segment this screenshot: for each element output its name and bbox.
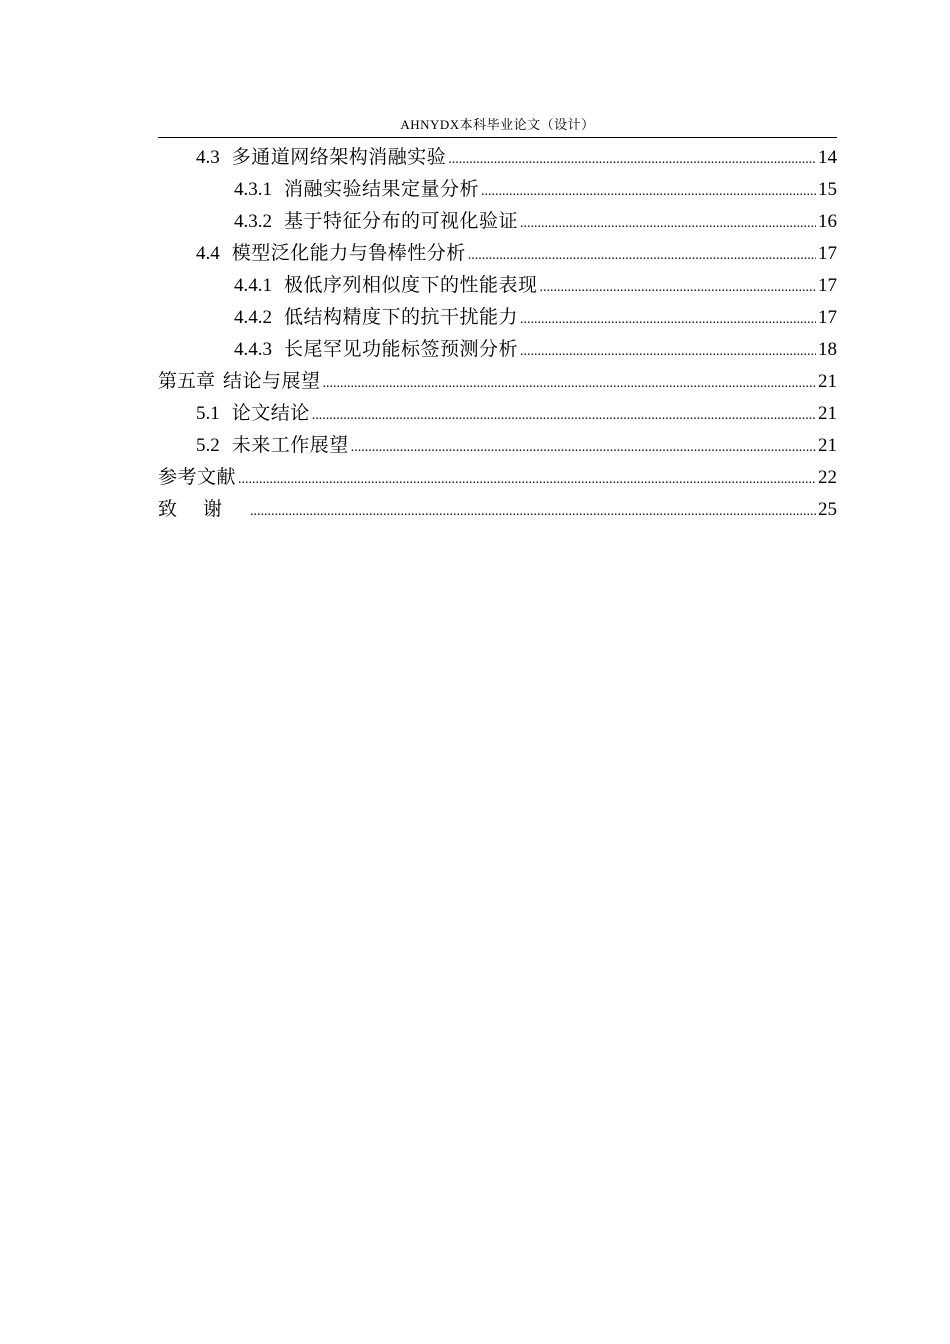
toc-entry-acknowledgements[interactable] (158, 494, 837, 526)
toc-entry-title: 参考文献 (158, 467, 237, 488)
toc-entry-number: 4.4.3 (234, 339, 272, 360)
toc-dot-leader (468, 240, 816, 272)
page-header (158, 116, 837, 134)
toc-dot-leader (351, 432, 816, 464)
toc-dot-leader (520, 336, 816, 368)
toc-entry-5-2[interactable] (158, 430, 837, 462)
toc-entry-number: 4.3 (196, 147, 220, 168)
toc-entry-4-3-2[interactable] (158, 206, 837, 238)
toc-dot-leader (250, 496, 816, 528)
toc-dot-leader (312, 400, 816, 432)
toc-page-number: 17 (818, 243, 837, 264)
toc-entry-4-3[interactable] (158, 142, 837, 174)
toc-dot-leader (481, 176, 816, 208)
toc-entry-title: 致谢 (158, 499, 249, 520)
toc-entry-4-4[interactable] (158, 238, 837, 270)
toc-dot-leader (520, 208, 816, 240)
toc-page-number: 14 (818, 147, 837, 168)
toc-dot-leader (238, 464, 816, 496)
toc-entry-references[interactable] (158, 462, 837, 494)
toc-page-number: 15 (818, 179, 837, 200)
toc-entry-title: 论文结论 (231, 403, 310, 424)
toc-entry-title: 极低序列相似度下的性能表现 (284, 275, 538, 296)
toc-page-number: 22 (818, 467, 837, 488)
header-rule (158, 137, 837, 138)
toc-entry-4-4-2[interactable] (158, 302, 837, 334)
toc-entry-5-1[interactable] (158, 398, 837, 430)
toc-page-number: 21 (818, 435, 837, 456)
toc-entry-number: 4.4 (196, 243, 220, 264)
toc-entry-4-4-1[interactable] (158, 270, 837, 302)
toc-entry-number: 5.1 (196, 403, 220, 424)
toc-entry-title: 模型泛化能力与鲁棒性分析 (231, 243, 466, 264)
toc-entry-number: 4.4.2 (234, 307, 272, 328)
toc-entry-4-4-3[interactable] (158, 334, 837, 366)
toc-dot-leader (448, 144, 816, 176)
toc-page-number: 21 (818, 371, 837, 392)
toc-entry-title: 长尾罕见功能标签预测分析 (284, 339, 519, 360)
toc-entry-number: 4.3.1 (234, 179, 272, 200)
toc-page-number: 16 (818, 211, 837, 232)
toc-page-number: 25 (818, 499, 837, 520)
toc-page-number: 21 (818, 403, 837, 424)
toc-entry-title: 未来工作展望 (231, 435, 349, 456)
toc-dot-leader (520, 304, 816, 336)
toc-page-number: 17 (818, 307, 837, 328)
toc-entry-number: 5.2 (196, 435, 220, 456)
toc-dot-leader (540, 272, 816, 304)
table-of-contents (158, 142, 837, 526)
toc-page-number: 17 (818, 275, 837, 296)
toc-entry-title: 低结构精度下的抗干扰能力 (284, 307, 519, 328)
toc-entry-number: 4.4.1 (234, 275, 272, 296)
header-title: AHNYDX本科毕业论文（设计） (400, 117, 595, 132)
toc-entry-title: 基于特征分布的可视化验证 (284, 211, 519, 232)
toc-entry-title: 消融实验结果定量分析 (284, 179, 480, 200)
toc-entry-number: 第五章 (158, 371, 216, 392)
toc-page-number: 18 (818, 339, 837, 360)
toc-entry-title: 多通道网络架构消融实验 (231, 147, 447, 168)
toc-dot-leader (323, 368, 816, 400)
toc-entry-number: 4.3.2 (234, 211, 272, 232)
toc-entry-4-3-1[interactable] (158, 174, 837, 206)
toc-entry-title: 结论与展望 (223, 371, 321, 392)
toc-entry-chapter-5[interactable] (158, 366, 837, 398)
